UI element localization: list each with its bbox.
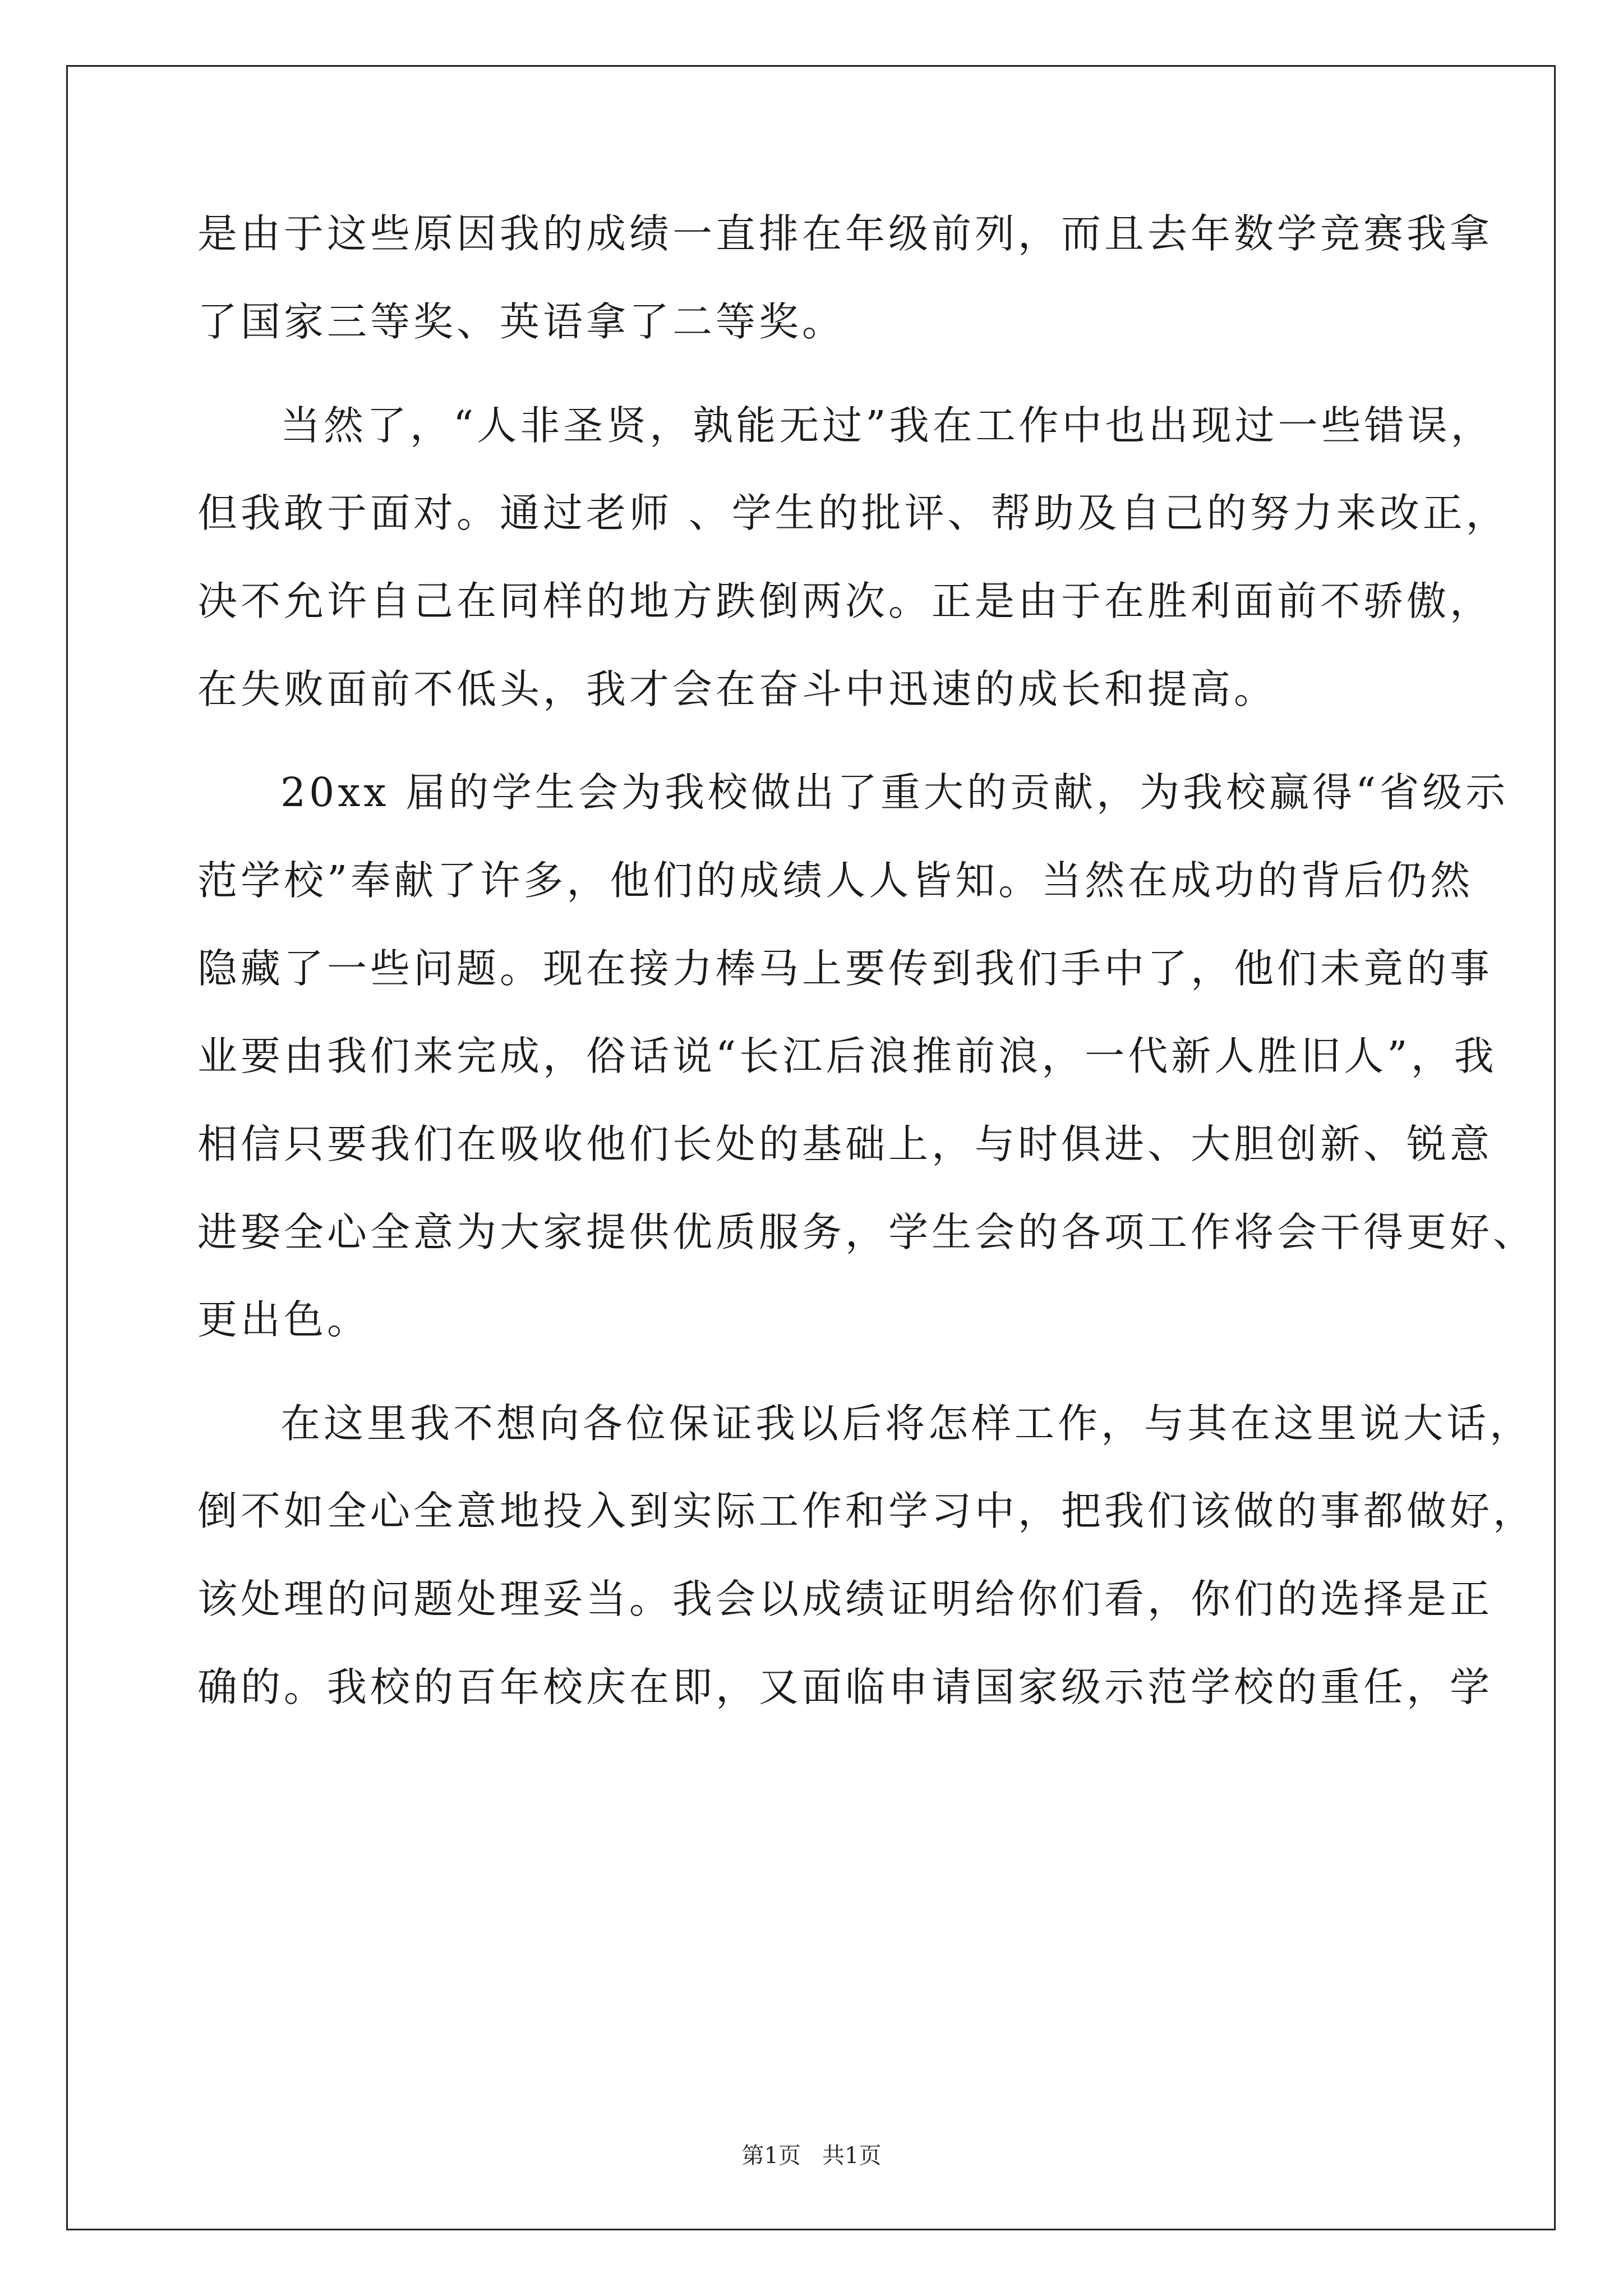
text-line: 20xx 届的学生会为我校做出了重大的贡献，为我校赢得“省级示 [280, 769, 1509, 816]
text-line: 在这里我不想向各位保证我以后将怎样工作，与其在这里说大话， [280, 1400, 1533, 1447]
text-line: 范学校”奉献了许多，他们的成绩人人皆知。当然在成功的背后仍然 [197, 857, 1474, 904]
page-number-footer: 第1页 共1页 [741, 2143, 882, 2169]
text-line: 进娶全心全意为大家提供优质服务，学生会的各项工作将会干得更好、 [197, 1209, 1537, 1255]
text-line: 更出色。 [197, 1296, 371, 1343]
text-line: 了国家三等奖、英语拿了二等奖。 [197, 298, 846, 345]
text-line: 当然了，“人非圣贤，孰能无过”我在工作中也出现过一些错误， [280, 402, 1494, 449]
text-line: 在失败面前不低头，我才会在奋斗中迅速的成长和提高。 [197, 666, 1278, 712]
text-line: 但我敢于面对。通过老师 、学生的批评、帮助及自己的努力来改正， [197, 490, 1509, 536]
text-line: 该处理的问题处理妥当。我会以成绩证明给你们看，你们的选择是正 [197, 1576, 1493, 1622]
text-line: 是由于这些原因我的成绩一直排在年级前列，而且去年数学竞赛我拿 [197, 210, 1493, 257]
text-line: 业要由我们来完成，俗话说“长江后浪推前浪，一代新人胜旧人”，我 [197, 1033, 1497, 1079]
text-line: 隐藏了一些问题。现在接力棒马上要传到我们手中了，他们未竟的事 [197, 945, 1493, 992]
text-line: 确的。我校的百年校庆在即，又面临申请国家级示范学校的重任，学 [197, 1664, 1493, 1710]
text-line: 决不允许自己在同样的地方跌倒两次。正是由于在胜利面前不骄傲， [197, 578, 1493, 624]
text-line: 相信只要我们在吸收他们长处的基础上，与时俱进、大胆创新、锐意 [197, 1121, 1493, 1167]
text-line: 倒不如全心全意地投入到实际工作和学习中，把我们该做的事都做好， [197, 1488, 1537, 1534]
